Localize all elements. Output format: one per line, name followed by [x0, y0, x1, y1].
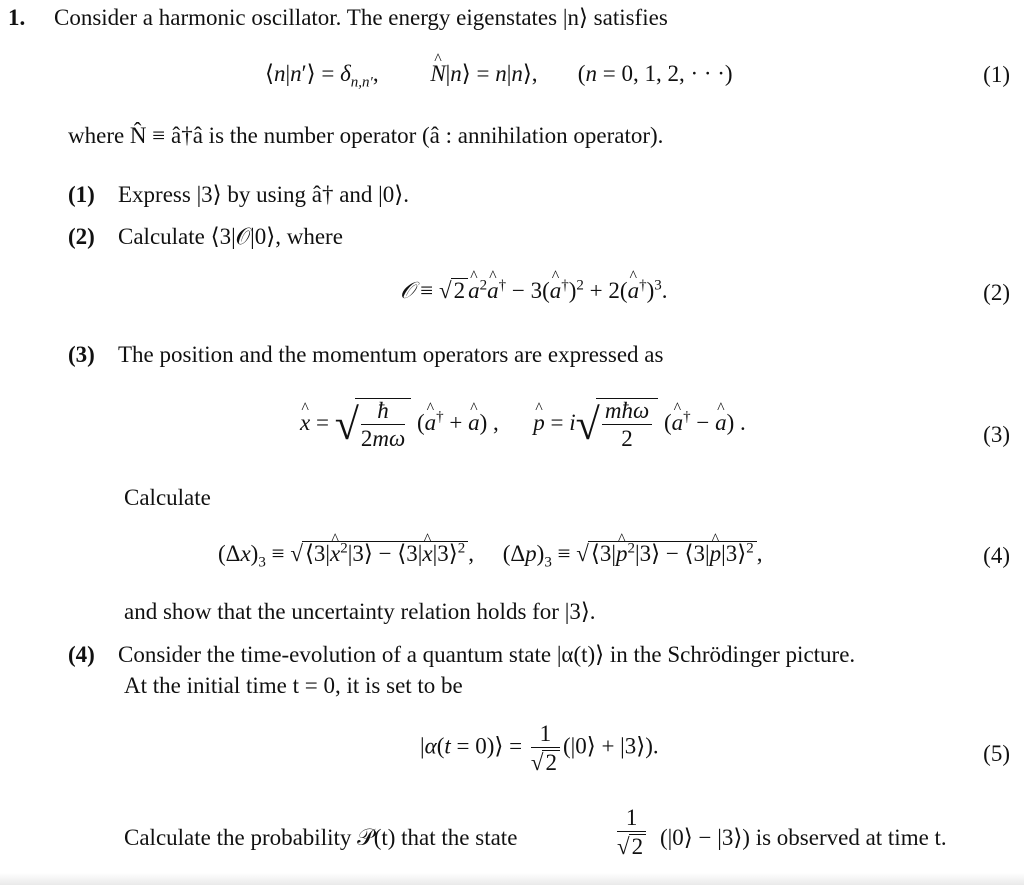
equation-2-number: (2)	[983, 280, 1010, 305]
calculate-text: Calculate	[124, 485, 211, 510]
part-3-label: (3)	[68, 342, 95, 367]
equation-1: ⟨n|n′⟩ = $\delta_{n,n'}$, ^ N|n⟩ = n|n⟩, (n = 0, 1, 2, · · ·)	[265, 62, 733, 85]
part-4-text: Consider the time-evolution of a quantum state |α(t)⟩ in the Schrödinger picture.	[118, 642, 856, 667]
part-3-text: The position and the momentum operators are expressed as	[118, 342, 664, 367]
equation-1-number: (1)	[983, 62, 1010, 87]
equation-5-number: (5)	[983, 741, 1010, 766]
problem-number: 1.	[8, 5, 26, 30]
part-4-label: (4)	[68, 642, 95, 667]
part-1-text: Express |3⟩ by using â† and |0⟩.	[118, 182, 409, 207]
equation-3: ^ x = √ $\frac{ħ}{2m\omega}$ (^ a† + ^ a) , ^ p = i√ $\frac{\text{mħω}}{2}$ (^ a† − ^ a) .	[300, 398, 746, 450]
equation-4: $(\Delta x)_3$ ≡ √⟨3|^ $x^2|3⟩$ − ⟨3|^ x|3⟩$^2$ , $(\Delta p)_3$ ≡ √⟨3|^ $p^2|3⟩$ − ⟨3|^ p|3⟩$^2$ ,	[218, 541, 762, 565]
uncertainty-text: and show that the uncertainty relation holds for |3⟩.	[124, 599, 596, 624]
part-2-text: Calculate ⟨3|𝒪|0⟩, where	[118, 224, 343, 249]
equation-5: |α(t = 0)⟩ = $\frac{1}{√2}$ (|0⟩ + |3⟩).	[420, 721, 659, 775]
problem-intro: Consider a harmonic oscillator. The energy eigenstates |n⟩ satisfies	[54, 5, 668, 30]
equation-4-number: (4)	[983, 543, 1010, 568]
final-fraction: $\frac{1}{√2}$	[614, 806, 649, 858]
equation-2: 𝒪 ≡ √2^ $a^2\^{}$ a† − 3(^ a†)$^2$ + 2(^ a†)$^3$.	[400, 278, 667, 302]
part-4-line2: At the initial time t = 0, it is set to be	[124, 673, 463, 698]
final-text-a: Calculate the probability 𝒫(t) that the state	[124, 825, 518, 850]
equation-3-number: (3)	[983, 422, 1010, 447]
bottom-edge-shade	[0, 873, 1024, 885]
part-1-label: (1)	[68, 182, 95, 207]
where-text: where N̂ ≡ â†â is the number operator (â : annihilation operator).	[68, 123, 664, 148]
final-text-b: (|0⟩ − |3⟩) is observed at time t.	[660, 825, 947, 850]
part-2-label: (2)	[68, 224, 95, 249]
